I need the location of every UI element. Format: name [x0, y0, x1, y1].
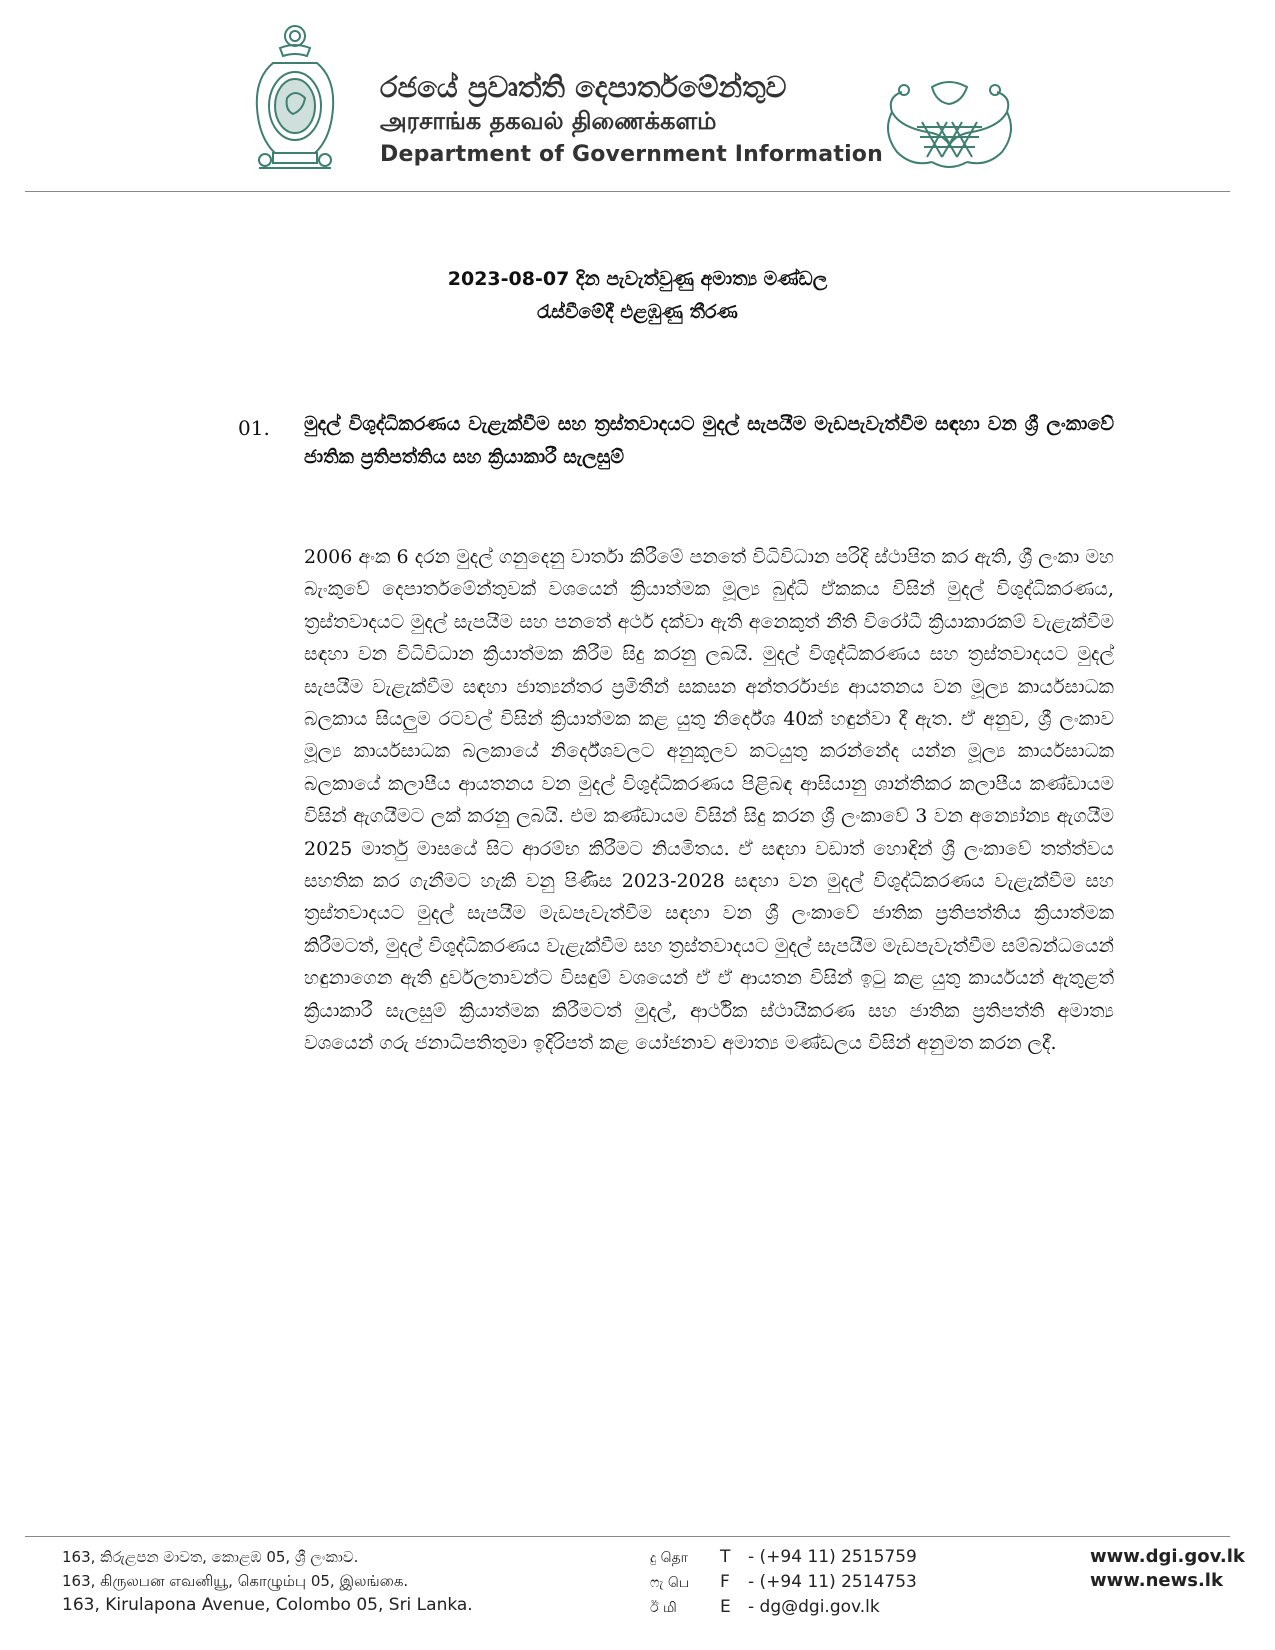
swan-motif-icon [872, 72, 1027, 177]
document-heading-line-1: 2023-08-07 දින පැවැත්වුණු අමාත්‍ය මණ්ඩල [447, 268, 828, 290]
contact-email [650, 1595, 917, 1620]
contact-label: ඊ மி [650, 1600, 677, 1616]
item-title: මුදල් විශුද්ධිකරණය වැළැක්වීම සහ ත්‍රස්තවාදයට මුදල් සැපයීම මැඩපැවැත්වීම සඳහා වන ශ්‍රී ලංකාවේ ජාතික ප්‍රතිපත්තිය සහ ක්‍රියාකාරී සැලසුම් [304, 413, 1114, 468]
contact-letter: T [720, 1547, 731, 1567]
address-tamil: 163, கிருலபன எவனியூ, கொழும்பு 05, இலங்கை. [62, 1572, 409, 1590]
contact-label: දු தொ [650, 1550, 688, 1566]
contact-value: - dg@dgi.gov.lk [748, 1597, 880, 1617]
address-english: 163, Kirulapona Avenue, Colombo 05, Sri Lanka. [62, 1595, 473, 1615]
letterhead-names [380, 70, 883, 172]
contact-letter: F [720, 1572, 730, 1592]
department-name-tamil: அரசாங்க தகவல் திணைக்களம் [380, 107, 717, 135]
footer-address [62, 1545, 473, 1617]
website-dgi-link[interactable]: www.dgi.gov.lk [1090, 1546, 1245, 1567]
contact-value: - (+94 11) 2515759 [748, 1547, 917, 1567]
address-sinhala: 163, කිරුළපන මාවත, කොළඹ 05, ශ්‍රී ලංකාව. [62, 1548, 359, 1566]
contact-letter: E [720, 1597, 731, 1617]
state-emblem-icon [245, 18, 345, 178]
footer-websites [1090, 1545, 1245, 1593]
department-name-sinhala: රජයේ ප්‍රවෘත්ති දෙපාර්තමේන්තුව [380, 70, 787, 104]
document-heading-line-2: රැස්වීමේදී එළඹුණු තීරණ [537, 301, 738, 323]
department-name-english: Department of Government Information [380, 142, 883, 167]
contact-label: ෆැ பெ [650, 1575, 690, 1591]
header-divider [25, 191, 1230, 192]
item-body: 2006 අංක 6 දරන මුදල් ගනුදෙනු වාර්තා කිරීමේ පනතේ විධිවිධාන පරිදි ස්ථාපිත කර ඇති, ශ්‍රී ලංකා මහ බැංකුවේ දෙපාර්තමේන්තුවක් වශයෙන් ක්‍රියාත්මක මූල්‍ය බුද්ධි ඒකකය විසින් මුදල් විශුද්ධිකරණය, ත්‍රස්තවාදයට මුදල් සැපයීම සහ පනතේ අර්ථ දක්වා ඇති අනෙකුත් නීති විරෝධී ක්‍රියාකාරකම් වැළැක්වීම සඳහා වන විධිවිධාන ක්‍රියාත්මක කිරීම සිදු කරනු ලබයි. මුදල් විශුද්ධිකරණය සහ ත්‍රස්තවාදයට මුදල් සැපයීම වැළැක්වීම සඳහා ජාත්‍යන්තර ප්‍රමිතීන් සකසන අන්තර්රාජ්‍ය ආයතනය වන මූල්‍ය කාර්යසාධක බලකාය සියලුම රටවල් විසින් ක්‍රියාත්මක කළ යුතු නිර්දේශ 40ක් හඳුන්වා දී ඇත. ඒ අනුව, ශ්‍රී ලංකාව මූල්‍ය කාර්යසාධක බලකායේ නිර්දේශවලට අනුකූලව කටයුතු කරන්නේද යන්න මූල්‍ය කාර්යසාධක බලකායේ කලාපීය ආයතනය වන මුදල් විශුද්ධිකරණය පිළිබඳ ආසියානු ශාන්තිකර කලාපීය කණ්ඩායම විසින් ඇගයීමට ලක් කරනු ලබයි. එම කණ්ඩායම විසින් සිදු කරන ශ්‍රී ලංකාවේ 3 වන අන්‍යෝන්‍ය ඇගයීම 2025 මාර්තු මාසයේ සිට ආරම්භ කිරීමට නියමිතය. ඒ සඳහා වඩාත් හොඳින් ශ්‍රී ලංකාවේ තත්ත්වය සහතික කර ගැනීමට හැකි වනු පිණිස 2023-2028 සඳහා වන මුදල් විශුද්ධිකරණය වැළැක්වීම සහ ත්‍රස්තවාදයට මුදල් සැපයීම මැඩපැවැත්වීම සඳහා වන ශ්‍රී ලංකාවේ ජාතික ප්‍රතිපත්තිය ක්‍රියාත්මක කිරීමටත්, මුදල් විශුද්ධිකරණය වැළැක්වීම සහ ත්‍රස්තවාදයට මුදල් සැපයීම මැඩපැවැත්වීම සම්බන්ධයෙන් හඳුනාගෙන ඇති දුර්වලතාවන්ට විසඳුම් වශයෙන් ඒ ඒ ආයතන විසින් ඉටු කළ යුතු කාර්යයන් ඇතුළත් ක්‍රියාකාරී සැලසුම් ක්‍රියාත්මක කිරීමටත් මුදල්, ආර්ථික ස්ථායීකරණ සහ ජාතික ප්‍රතිපත්ති අමාත්‍ය වශයෙන් ගරු ජනාධිපතිතුමා ඉදිරිපත් කළ යෝජනාව අමාත්‍ය මණ්ඩලය විසින් අනුමත කරන ලදී. [304, 546, 1114, 1055]
contact-fax [650, 1570, 917, 1595]
contact-telephone [650, 1545, 917, 1570]
footer-contacts [650, 1545, 917, 1620]
website-news-link[interactable]: www.news.lk [1090, 1570, 1223, 1591]
footer-divider [25, 1536, 1230, 1537]
contact-value: - (+94 11) 2514753 [748, 1572, 917, 1592]
item-number: 01. [238, 416, 270, 440]
